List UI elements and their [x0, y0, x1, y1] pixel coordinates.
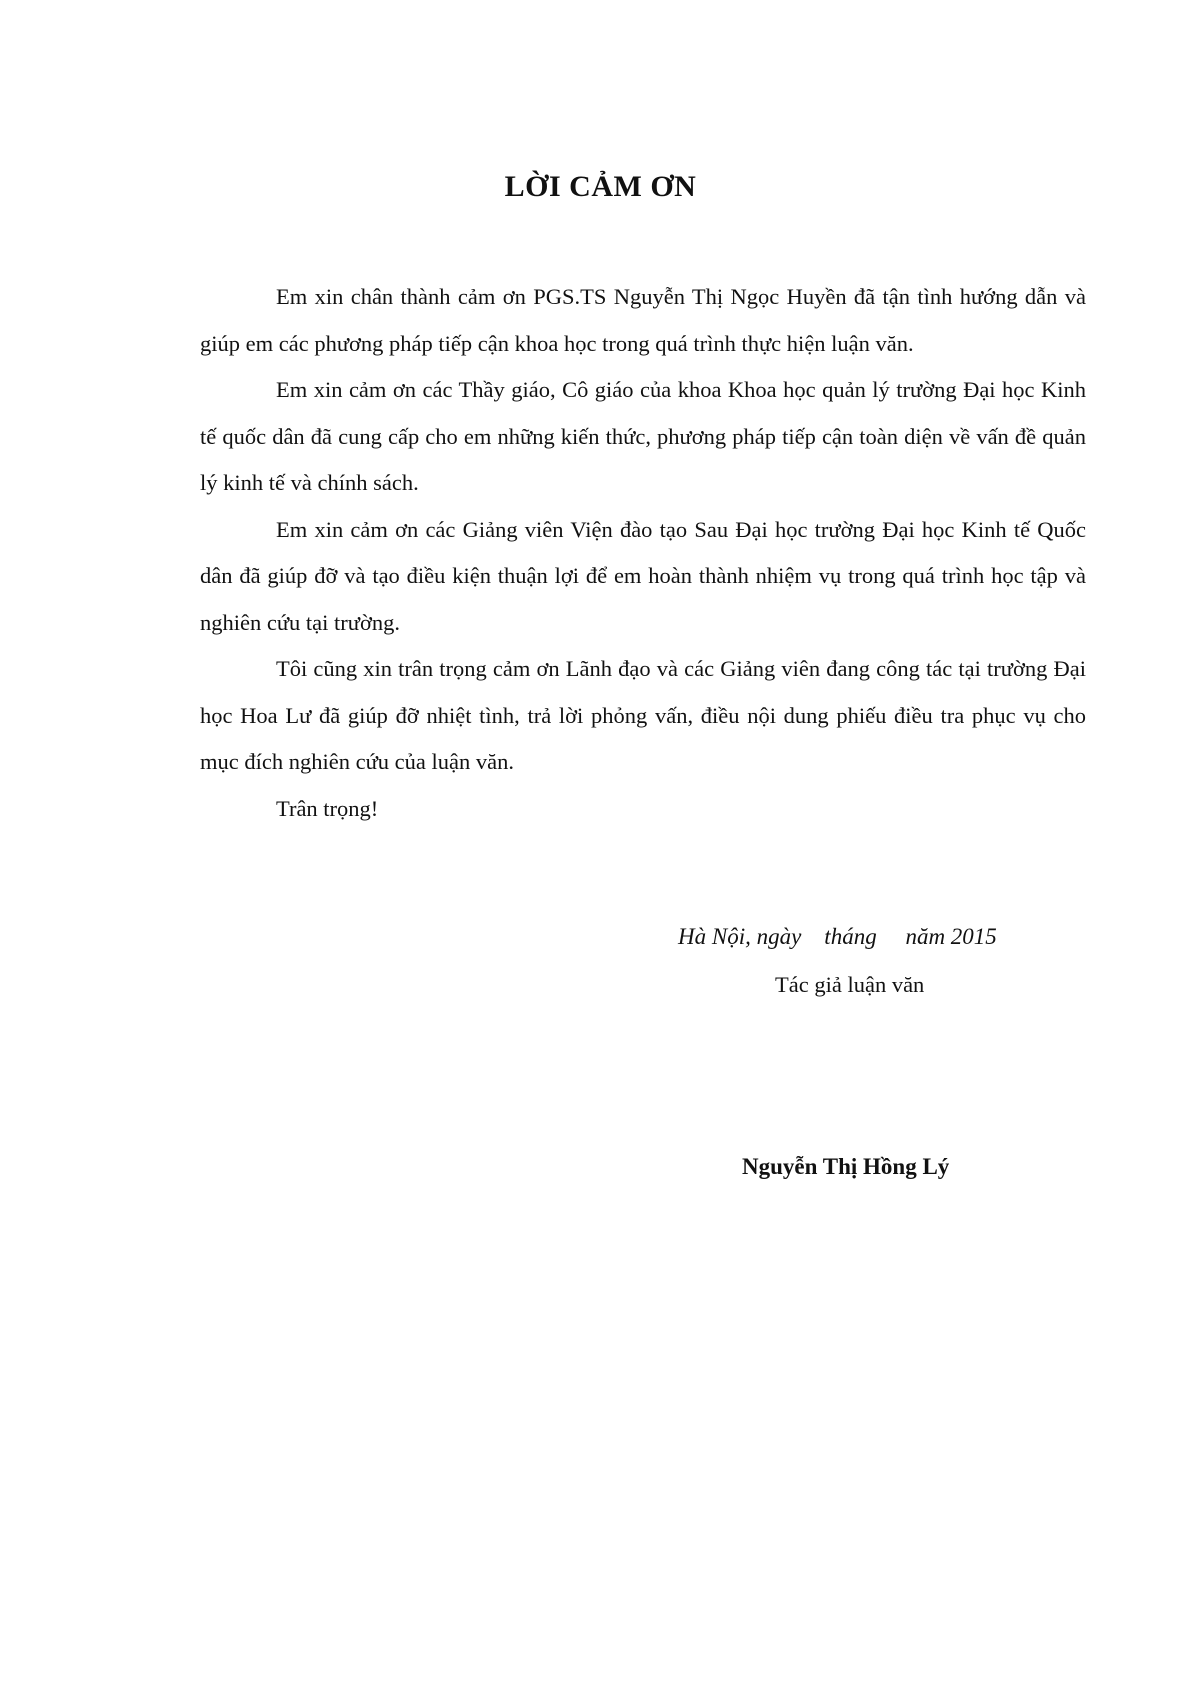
author-role-label: Tác giả luận văn	[775, 972, 925, 997]
paragraph-thanks-hoa-lu-university: Tôi cũng xin trân trọng cảm ơn Lãnh đạo và các Giảng viên đang công tác tại trường Đại học Hoa Lư đã giúp đỡ nhiệt tình, trả lời phỏng vấn, điều nội dung phiếu điều tra phục vụ cho mục đích nghiên cứu của luận văn.	[200, 656, 1086, 774]
page-title: LỜI CẢM ƠN	[504, 170, 697, 203]
paragraph-thanks-graduate-institute: Em xin cảm ơn các Giảng viên Viện đào tạo Sau Đại học trường Đại học Kinh tế Quốc dân đã giúp đỡ và tạo điều kiện thuận lợi để em hoàn thành nhiệm vụ trong quá trình học tập và nghiên cứu tại trường.	[200, 516, 1086, 635]
acknowledgement-body	[200, 274, 1086, 832]
closing-phrase: Trân trọng!	[276, 795, 379, 821]
place-date-line: Hà Nội, ngày tháng năm 2015	[678, 924, 997, 949]
paragraph-thanks-faculty: Em xin cảm ơn các Thầy giáo, Cô giáo của khoa Khoa học quản lý trường Đại học Kinh tế quốc dân đã cung cấp cho em những kiến thức, phương pháp tiếp cận toàn diện về vấn đề quản lý kinh tế và chính sách.	[200, 377, 1086, 495]
author-name: Nguyễn Thị Hồng Lý	[742, 1154, 950, 1179]
paragraph-thanks-supervisor: Em xin chân thành cảm ơn PGS.TS Nguyễn Thị Ngọc Huyền đã tận tình hướng dẫn và giúp em các phương pháp tiếp cận khoa học trong quá trình thực hiện luận văn.	[200, 284, 1086, 356]
